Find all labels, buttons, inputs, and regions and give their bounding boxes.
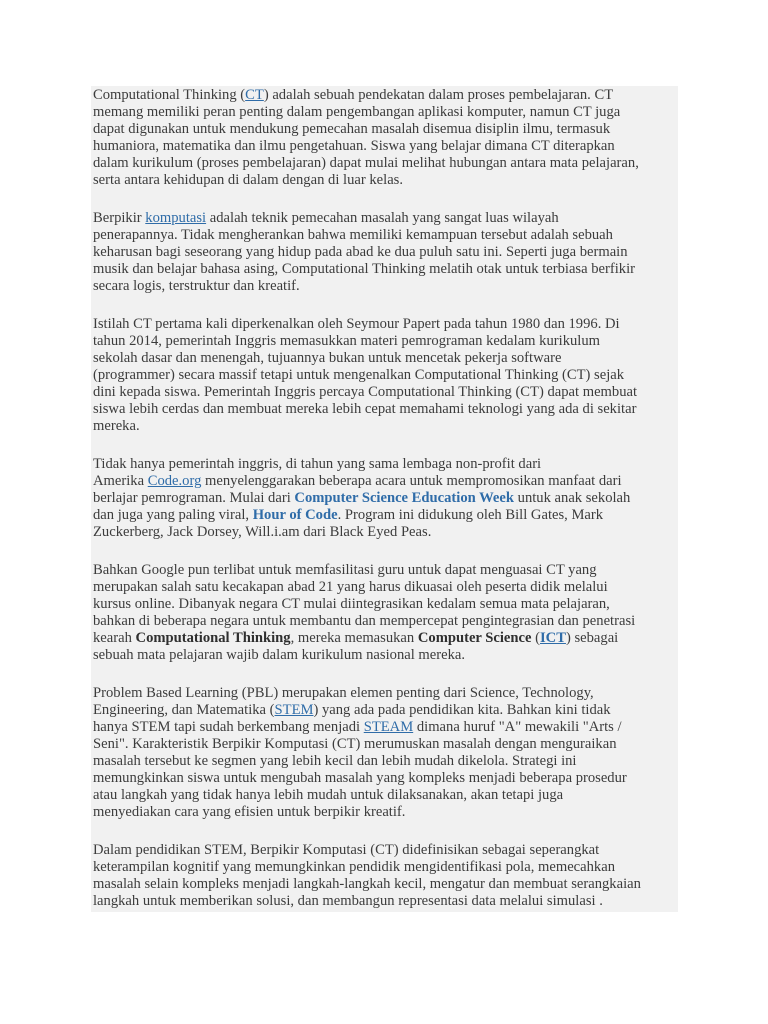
bold-term: Computer Science	[417, 630, 532, 646]
text-run: mereka.	[93, 418, 140, 434]
text-line	[93, 104, 676, 121]
text-run: ) yang ada pada pendidikan kita. Bahkan kini tidak	[313, 702, 611, 718]
text-run: Bahkan Google pun terlibat untuk memfasilitasi guru untuk dapat menguasai CT yang	[93, 562, 597, 578]
inline-link[interactable]: Code.org	[147, 473, 202, 489]
text-run: keharusan bagi seseorang yang hidup pada abad ke dua puluh satu ini. Seperti juga bermain	[93, 244, 628, 260]
text-run: Engineering, dan Matematika (	[93, 702, 275, 718]
text-run: musik dan belajar bahasa asing, Computational Thinking melatih otak untuk terbiasa berfikir	[93, 261, 635, 277]
text-line	[93, 770, 676, 787]
inline-link[interactable]: CT	[245, 87, 264, 103]
text-run: dimana huruf "A" mewakili "Arts /	[413, 719, 622, 735]
text-line	[93, 244, 676, 261]
text-line	[93, 350, 676, 367]
text-line	[93, 596, 676, 613]
text-line	[93, 630, 676, 647]
text-line	[93, 579, 676, 596]
text-line	[93, 456, 676, 473]
text-line	[93, 261, 676, 278]
text-run: hanya STEM tapi sudah berkembang menjadi	[93, 719, 364, 735]
bold-link[interactable]: Computer Science Education Week	[294, 490, 514, 506]
text-line	[93, 278, 676, 295]
text-run: penerapannya. Tidak mengherankan bahwa memiliki kemampuan tersebut adalah sebuah	[93, 227, 613, 243]
text-run: menyediakan cara yang efisien untuk berpikir kreatif.	[93, 804, 406, 820]
paragraph	[93, 210, 676, 295]
text-line	[93, 121, 676, 138]
inline-link[interactable]: STEAM	[363, 719, 414, 735]
paragraph	[93, 316, 676, 435]
text-run: langkah untuk memberikan solusi, dan membangun representasi data melalui simulasi .	[93, 893, 603, 909]
text-run: masalah tersebut ke segmen yang lebih kecil dan lebih mudah dikelola. Strategi ini	[93, 753, 577, 769]
document-panel	[91, 86, 678, 912]
text-run: siswa lebih cerdas dan membuat mereka lebih cepat memahami teknologi yang ada di sekitar	[93, 401, 637, 417]
text-line	[93, 155, 676, 172]
text-run: keterampilan kognitif yang memungkinkan pendidik mengidentifikasi pola, memecahkan	[93, 859, 615, 875]
text-line	[93, 384, 676, 401]
text-line	[93, 473, 676, 490]
text-run: , mereka memasukan	[290, 630, 418, 646]
text-run: dan juga yang paling viral,	[93, 507, 253, 523]
text-line	[93, 418, 676, 435]
text-line	[93, 842, 676, 859]
text-run: atau langkah yang tidak hanya lebih mudah untuk dilaksanakan, akan tetapi juga	[93, 787, 564, 803]
text-line	[93, 172, 676, 189]
text-run: bahkan di beberapa negara untuk membantu dan mempercepat pengintegrasian dan penetrasi	[93, 613, 636, 629]
text-line	[93, 524, 676, 541]
text-run: berlajar pemrograman. Mulai dari	[93, 490, 295, 506]
text-run: tahun 2014, pemerintah Inggris memasukkan materi pemrograman kedalam kurikulum	[93, 333, 600, 349]
paragraph	[93, 842, 676, 910]
text-run: untuk anak sekolah	[514, 490, 631, 506]
text-line	[93, 333, 676, 350]
paragraph	[93, 456, 676, 541]
text-run: merupakan salah satu kecakapan abad 21 yang harus dikuasai oleh peserta didik melalui	[93, 579, 608, 595]
text-line	[93, 702, 676, 719]
text-line	[93, 316, 676, 333]
text-line	[93, 859, 676, 876]
text-run: Seni". Karakteristik Berpikir Komputasi (CT) merumuskan masalah dengan menguraikan	[93, 736, 617, 752]
text-line	[93, 562, 676, 579]
paragraph	[93, 562, 676, 664]
text-run: (programmer) secara massif tetapi untuk mengenalkan Computational Thinking (CT) sejak	[93, 367, 625, 383]
text-run: Tidak hanya pemerintah inggris, di tahun yang sama lembaga non-profit dari	[93, 456, 542, 472]
bold-term: Computational Thinking	[135, 630, 291, 646]
text-run: memang memiliki peran penting dalam pengembangan aplikasi komputer, namun CT juga	[93, 104, 621, 120]
text-line	[93, 227, 676, 244]
text-line	[93, 138, 676, 155]
text-line	[93, 490, 676, 507]
text-line	[93, 719, 676, 736]
text-run: ) sebagai	[565, 630, 619, 646]
text-run: adalah teknik pemecahan masalah yang sangat luas wilayah	[206, 210, 559, 226]
text-run: (	[531, 630, 540, 646]
text-line	[93, 87, 676, 104]
text-line	[93, 647, 676, 664]
text-run: Istilah CT pertama kali diperkenalkan oleh Seymour Papert pada tahun 1980 dan 1996. Di	[93, 316, 620, 332]
text-run: ) adalah sebuah pendekatan dalam proses pembelajaran. CT	[263, 87, 614, 103]
bold-link[interactable]: ICT	[540, 630, 566, 646]
text-run: Amerika	[93, 473, 148, 489]
text-run: sekolah dasar dan menengah, tujuannya bukan untuk mencetak pekerja software	[93, 350, 562, 366]
text-run: dapat digunakan untuk mendukung pemecahan masalah disemua disiplin ilmu, termasuk	[93, 121, 611, 137]
inline-link[interactable]: STEM	[274, 702, 314, 718]
text-run: Computational Thinking (	[93, 87, 246, 103]
text-run: Zuckerberg, Jack Dorsey, Will.i.am dari Black Eyed Peas.	[93, 524, 432, 540]
text-line	[93, 736, 676, 753]
text-line	[93, 507, 676, 524]
text-run: secara logis, terstruktur dan kreatif.	[93, 278, 300, 294]
text-run: humaniora, matematika dan ilmu pengetahuan. Siswa yang belajar dimana CT diterapkan	[93, 138, 615, 154]
paragraph	[93, 685, 676, 821]
text-run: . Program ini didukung oleh Bill Gates, Mark	[337, 507, 604, 523]
text-line	[93, 893, 676, 910]
inline-link[interactable]: komputasi	[145, 210, 207, 226]
text-run: Berpikir	[93, 210, 146, 226]
text-line	[93, 367, 676, 384]
text-run: Problem Based Learning (PBL) merupakan elemen penting dari Science, Technology,	[93, 685, 594, 701]
text-line	[93, 401, 676, 418]
bold-link[interactable]: Hour of Code	[252, 507, 338, 523]
text-run: sebuah mata pelajaran wajib dalam kurikulum nasional mereka.	[93, 647, 466, 663]
text-run: dalam kurikulum (proses pembelajaran) dapat mulai melihat hubungan antara mata pelajaran,	[93, 155, 639, 171]
text-run: memungkinkan siswa untuk mengubah masalah yang kompleks menjadi beberapa prosedur	[93, 770, 627, 786]
text-line	[93, 804, 676, 821]
text-run: masalah selain kompleks menjadi langkah-langkah kecil, mengatur dan membuat serangkaian	[93, 876, 641, 892]
text-line	[93, 685, 676, 702]
text-line	[93, 876, 676, 893]
text-run: kursus online. Dibanyak negara CT mulai diintegrasikan kedalam semua mata pelajaran,	[93, 596, 610, 612]
text-line	[93, 753, 676, 770]
paragraph	[93, 87, 676, 189]
text-line	[93, 787, 676, 804]
text-run: menyelenggarakan beberapa acara untuk mempromosikan manfaat dari	[201, 473, 622, 489]
text-run: dini kepada siswa. Pemerintah Inggris percaya Computational Thinking (CT) dapat membuat	[93, 384, 638, 400]
text-line	[93, 613, 676, 630]
text-run: Dalam pendidikan STEM, Berpikir Komputasi (CT) didefinisikan sebagai seperangkat	[93, 842, 600, 858]
text-run: kearah	[93, 630, 136, 646]
text-run: serta antara kehidupan di dalam dengan di luar kelas.	[93, 172, 403, 188]
article-body	[93, 87, 676, 910]
text-line	[93, 210, 676, 227]
